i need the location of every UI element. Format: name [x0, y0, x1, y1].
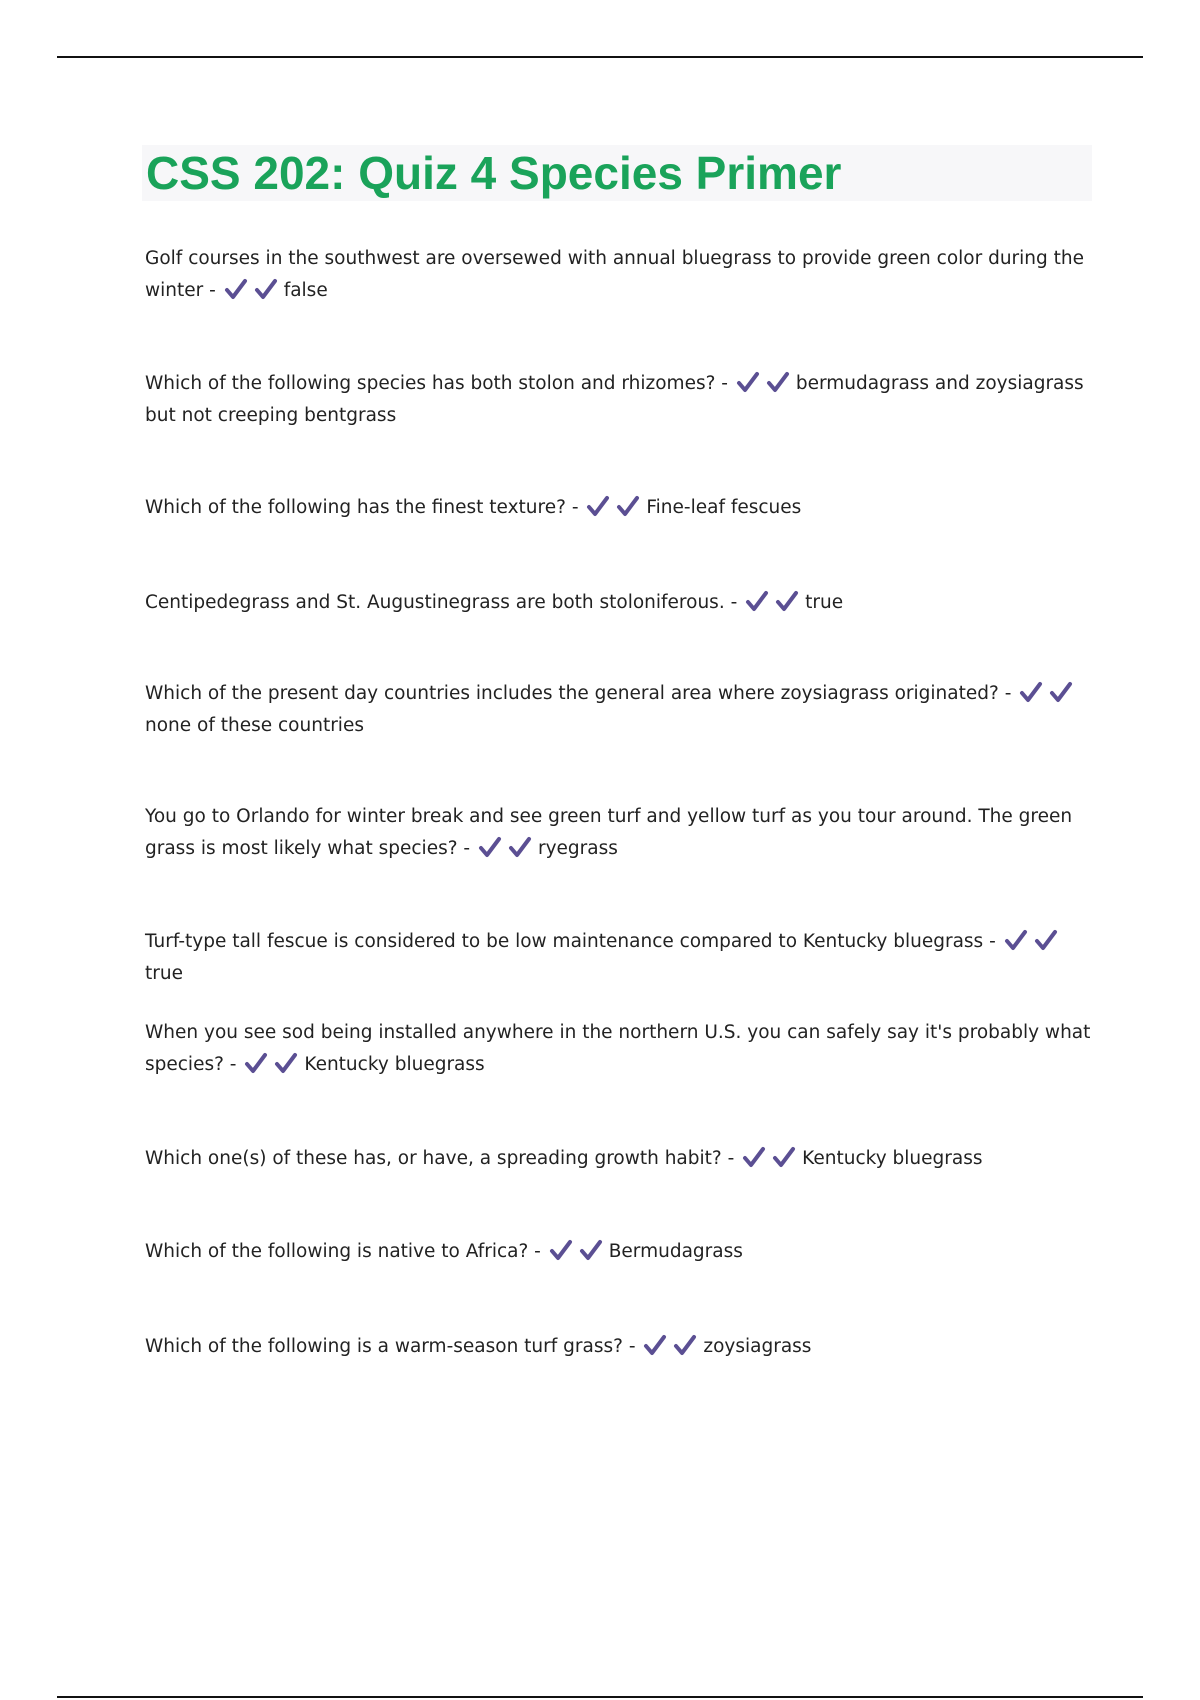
check-icon: [673, 1334, 697, 1356]
qa-item-5: [145, 678, 1095, 742]
check-icon: [616, 495, 640, 517]
question-text: Which of the following species has both stolon and rhizomes?: [145, 373, 716, 394]
check-icon: [224, 278, 248, 300]
document-title: CSS 202: Quiz 4 Species Primer: [146, 147, 842, 199]
question-text: Turf-type tall fescue is considered to be low maintenance compared to Kentucky bluegrass: [145, 931, 984, 952]
separator: -: [998, 683, 1018, 704]
question-text: Which of the following is a warm-season turf grass?: [145, 1336, 623, 1357]
answer-text: none of these countries: [145, 715, 364, 736]
qa-item-6: [145, 801, 1095, 865]
qa-item-8: [145, 1017, 1095, 1081]
check-icon: [1004, 929, 1028, 951]
answer-text: Bermudagrass: [608, 1241, 743, 1262]
check-icon: [775, 590, 799, 612]
check-icon: [745, 590, 769, 612]
check-icon: [549, 1239, 573, 1261]
question-text: Which of the following is native to Africa?: [145, 1241, 529, 1262]
answer-text: true: [145, 963, 183, 984]
answer-text: Kentucky bluegrass: [802, 1148, 983, 1169]
answer-text: true: [805, 592, 844, 613]
answer-text: ryegrass: [537, 838, 618, 859]
qa-item-4: [145, 587, 1095, 619]
qa-item-3: [145, 492, 1095, 524]
check-icon: [254, 278, 278, 300]
check-icon: [478, 836, 502, 858]
answer-text: bermudagrass and zoysiagrass but not creeping bentgrass: [145, 373, 1084, 426]
question-text: Golf courses in the southwest are oversewed with annual bluegrass to provide green color during the winter: [145, 248, 1085, 301]
check-icon: [244, 1052, 268, 1074]
check-icon: [1034, 929, 1058, 951]
qa-item-10: [145, 1236, 1095, 1268]
check-icon: [643, 1334, 667, 1356]
separator: -: [223, 1054, 243, 1075]
separator: -: [715, 373, 734, 394]
answer-text: Fine-leaf fescues: [646, 497, 802, 518]
qa-item-9: [145, 1143, 1095, 1175]
check-icon: [742, 1146, 766, 1168]
qa-item-7: [145, 926, 1095, 990]
separator: -: [565, 497, 585, 518]
question-text: Which of the following has the finest texture?: [145, 497, 566, 518]
separator: -: [724, 592, 744, 613]
check-icon: [772, 1146, 796, 1168]
check-icon: [1049, 681, 1073, 703]
check-icon: [586, 495, 610, 517]
question-text: Which one(s) of these has, or have, a spreading growth habit?: [145, 1148, 722, 1169]
answer-text: false: [283, 280, 328, 301]
separator: -: [983, 931, 1002, 952]
bottom-rule: [57, 1696, 1143, 1698]
separator: -: [457, 838, 476, 859]
separator: -: [528, 1241, 547, 1262]
check-icon: [766, 371, 790, 393]
question-text: When you see sod being installed anywhere in the northern U.S. you can safely say it's probably what species?: [145, 1022, 1091, 1075]
check-icon: [274, 1052, 298, 1074]
question-text: Centipedegrass and St. Augustinegrass are both stoloniferous.: [145, 592, 725, 613]
qa-item-2: [145, 368, 1095, 432]
qa-item-1: [145, 243, 1095, 307]
qa-item-11: [145, 1331, 1095, 1363]
separator: -: [203, 280, 222, 301]
check-icon: [1019, 681, 1043, 703]
top-rule: [57, 56, 1143, 58]
answer-text: zoysiagrass: [703, 1336, 812, 1357]
check-icon: [579, 1239, 603, 1261]
check-icon: [508, 836, 532, 858]
question-text: You go to Orlando for winter break and see green turf and yellow turf as you tour around. The green grass is most likely what species?: [145, 806, 1073, 859]
separator: -: [721, 1148, 741, 1169]
question-text: Which of the present day countries includes the general area where zoysiagrass originated?: [145, 683, 999, 704]
answer-text: Kentucky bluegrass: [304, 1054, 485, 1075]
check-icon: [736, 371, 760, 393]
separator: -: [622, 1336, 642, 1357]
